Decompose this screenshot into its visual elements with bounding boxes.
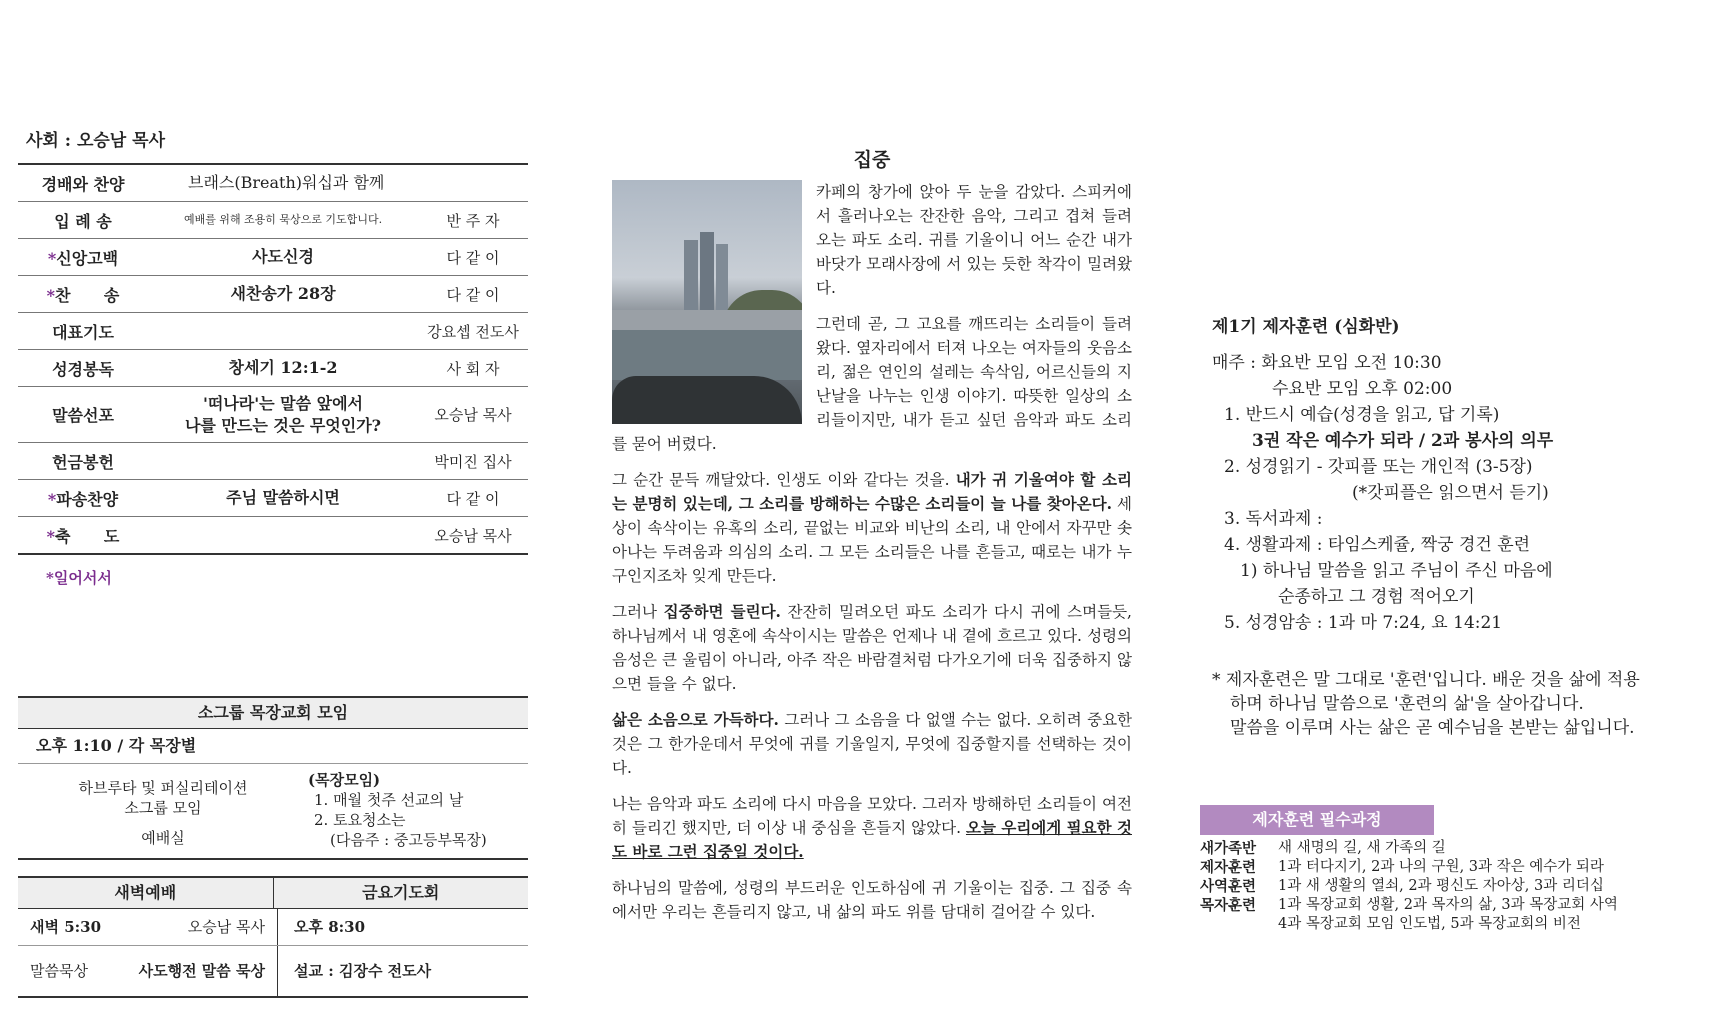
smallgroup-note: (다음주 : 중고등부목장) bbox=[330, 831, 487, 849]
article-paragraph bbox=[612, 708, 1132, 780]
course-name: 제자훈련 bbox=[1200, 859, 1257, 876]
order-title-wrap bbox=[18, 487, 148, 510]
order-person: 사 회 자 bbox=[446, 359, 500, 378]
order-title: 경배와 찬양 bbox=[41, 174, 125, 194]
note-line: 하며 하나님 말씀으로 '훈련의 삶'을 살아갑니다. bbox=[1230, 694, 1584, 714]
text-span: 그러나 bbox=[612, 603, 664, 621]
training-note bbox=[1212, 668, 1720, 740]
order-content: 창세기 12:1-2 bbox=[228, 358, 338, 377]
worship-order-column bbox=[18, 126, 528, 980]
services-row bbox=[18, 946, 528, 996]
dawn-time: 새벽 5:30 bbox=[30, 918, 102, 936]
order-title-wrap bbox=[18, 246, 148, 269]
order-title: 축 도 bbox=[55, 526, 120, 546]
dawn-leader: 오승남 목사 bbox=[187, 918, 265, 936]
article-paragraph bbox=[612, 468, 1132, 588]
smallgroup-note: 1. 매월 첫주 선교의 날 bbox=[314, 791, 464, 809]
weekly-schedule: 매주 : 화요반 모임 오전 10:30 bbox=[1212, 353, 1442, 373]
services-table bbox=[18, 876, 528, 998]
services-header bbox=[18, 878, 528, 909]
note-line: * 제자훈련은 말 그대로 '훈련'입니다. 배운 것을 삶에 적용 bbox=[1212, 670, 1640, 690]
course-contents: 4과 목장교회 모임 인도법, 5과 목장교회의 비전 bbox=[1278, 916, 1581, 932]
article-paragraph bbox=[612, 792, 1132, 864]
stand-marker: * bbox=[47, 248, 57, 268]
order-title: 대표기도 bbox=[52, 322, 114, 342]
order-title-wrap bbox=[18, 524, 148, 547]
smallgroup-box bbox=[18, 696, 528, 860]
smallgroup-header: 소그룹 목장교회 모임 bbox=[18, 696, 528, 729]
course-row bbox=[1200, 858, 1720, 877]
training-item: 3. 독서과제 : bbox=[1224, 509, 1323, 529]
order-title: 파송찬양 bbox=[56, 489, 119, 509]
smallgroup-time: 오후 1:10 / 각 목장별 bbox=[18, 729, 528, 764]
column-article bbox=[612, 148, 1132, 936]
order-row bbox=[18, 443, 528, 480]
friday-time: 오후 8:30 bbox=[294, 918, 366, 936]
dawn-label: 말씀묵상 bbox=[30, 962, 88, 980]
smallgroup-note: 2. 토요청소는 bbox=[314, 811, 406, 829]
dawn-service-title: 새벽예배 bbox=[18, 878, 274, 908]
article-paragraph bbox=[612, 600, 1132, 696]
order-content: 브래스(Breath)워십과 함께 bbox=[188, 173, 385, 192]
course-contents: 1과 새 생활의 열쇠, 2과 평신도 자아상, 3과 리더십 bbox=[1278, 878, 1604, 894]
course-contents: 새 새명의 길, 새 가족의 길 bbox=[1278, 840, 1446, 856]
course-row bbox=[1200, 839, 1720, 858]
order-person: 오승남 목사 bbox=[434, 526, 512, 545]
seaside-photo bbox=[612, 180, 802, 424]
article-paragraph: 카페의 창가에 앉아 두 눈을 감았다. 스피커에서 흘러나오는 잔잔한 음악, 그리고 겹쳐 들려오는 파도 소리. 귀를 기울이니 어느 순간 내가 바닷가 모래사장에 서 있는 듯한 착각이 밀려왔다. bbox=[816, 183, 1132, 297]
required-courses bbox=[1200, 805, 1720, 934]
order-row bbox=[18, 387, 528, 443]
worship-order-table bbox=[18, 163, 528, 555]
order-title: 성경봉독 bbox=[52, 359, 114, 379]
smallgroup-line: 소그룹 모임 bbox=[124, 799, 202, 817]
order-title: 헌금봉헌 bbox=[52, 452, 114, 472]
smallgroup-line: 하브루타 및 퍼실리테이션 bbox=[78, 779, 248, 797]
text-span: 그러나 그 소음을 다 없앨 수는 없다. 오히려 중요한 것은 그 한가운데서 무엇에 귀를 기울일지, 무엇에 집중할지를 선택하는 것이다. bbox=[612, 711, 1133, 777]
dawn-service-info bbox=[18, 909, 278, 945]
order-person: 오승남 목사 bbox=[434, 406, 512, 424]
stand-note: *일어서서 bbox=[46, 569, 112, 587]
friday-service-title: 금요기도회 bbox=[362, 883, 440, 902]
emphasis-span: 내가 귀 기울여야 할 소리는 분명히 있는데, 그 소리를 방해하는 수많은 소리들이 늘 나를 찾아온다. bbox=[612, 470, 1132, 513]
sermon-title bbox=[148, 393, 418, 437]
article-title: 집중 bbox=[853, 149, 891, 171]
training-item-detail: 순종하고 그 경험 적어오기 bbox=[1278, 587, 1475, 607]
stand-marker: * bbox=[46, 285, 56, 305]
text-span: 잔잔히 밀려오던 파도 소리가 다시 귀에 스며들듯, 하나님께서 내 영혼에 속삭이시는 말씀은 언제나 내 곁에 흐르고 있다. 성령의 음성은 큰 울림이 아니라, 아주 작은 바람결처럼 다가오기에 더욱 집중하지 않으면 들을 수 없다. bbox=[612, 603, 1132, 693]
order-person: 다 같 이 bbox=[446, 285, 500, 304]
order-title: 찬 송 bbox=[55, 285, 120, 305]
services-row bbox=[18, 909, 528, 946]
text-span: 세상이 속삭이는 유혹의 소리, 끝없는 비교와 비난의 소리, 내 안에서 자꾸만 솟아나는 두려움과 의심의 소리. 그 모든 소리들은 나를 흔들고, 때로는 내가 누구인지조차 잊게 만든다. bbox=[612, 495, 1132, 585]
course-name: 사역훈련 bbox=[1200, 878, 1257, 895]
order-row bbox=[18, 350, 528, 387]
dawn-text: 사도행전 말씀 묵상 bbox=[138, 962, 265, 980]
smallgroup-notes-title: (목장모임) bbox=[308, 771, 381, 789]
friday-text: 설교 : 김장수 전도사 bbox=[294, 962, 432, 980]
course-row bbox=[1200, 896, 1720, 915]
sermon-title-line2: 나를 만드는 것은 무엇인가? bbox=[184, 415, 382, 435]
training-item: 5. 성경암송 : 1과 마 7:24, 요 14:21 bbox=[1224, 613, 1503, 633]
training-item-detail: 1) 하나님 말씀을 읽고 주님이 주신 마음에 bbox=[1240, 561, 1553, 581]
order-row bbox=[18, 202, 528, 239]
emphasis-span: 삶은 소음으로 가득하다. bbox=[612, 710, 779, 729]
required-courses-badge: 제자훈련 필수과정 bbox=[1200, 805, 1434, 835]
order-row bbox=[18, 239, 528, 276]
order-content: 사도신경 bbox=[252, 247, 314, 266]
order-person: 다 같 이 bbox=[446, 248, 500, 267]
training-item: 1. 반드시 예습(성경을 읽고, 답 기록) bbox=[1224, 405, 1500, 425]
course-row bbox=[1200, 915, 1720, 934]
emphasis-span: 집중하면 들린다. bbox=[663, 602, 781, 621]
text-span: 나는 음악과 파도 소리에 다시 마음을 모았다. 그러자 방해하던 소리들이 여전히 들리긴 했지만, 더 이상 내 중심을 흔들지 않았다. bbox=[612, 795, 1132, 837]
smallgroup-notes bbox=[308, 770, 528, 850]
order-content: 주님 말씀하시면 bbox=[226, 488, 340, 507]
training-item: 4. 생활과제 : 타임스케쥴, 짝궁 경건 훈련 bbox=[1224, 535, 1531, 555]
order-title: 말씀선포 bbox=[52, 406, 114, 425]
weekly-schedule: 수요반 모임 오후 02:00 bbox=[1272, 379, 1453, 399]
order-content: 예배를 위해 조용히 묵상으로 기도합니다. bbox=[183, 213, 383, 226]
order-row bbox=[18, 480, 528, 517]
order-person: 박미진 집사 bbox=[434, 452, 512, 471]
order-title-wrap bbox=[18, 283, 148, 306]
course-contents: 1과 터다지기, 2과 나의 구원, 3과 작은 예수가 되라 bbox=[1278, 859, 1604, 875]
course-contents: 1과 목장교회 생활, 2과 목자의 삶, 3과 목장교회 사역 bbox=[1278, 897, 1618, 913]
training-item: 2. 성경읽기 - 갓피플 또는 개인적 (3-5장) bbox=[1224, 457, 1533, 477]
article-paragraph: 하나님의 말씀에, 성령의 부드러운 인도하심에 귀 기울이는 집중. 그 집중 속에서만 우리는 흔들리지 않고, 내 삶의 파도 위를 담대히 걸어갈 수 있다. bbox=[612, 879, 1132, 921]
training-title: 제1기 제자훈련 (심화반) bbox=[1212, 317, 1400, 337]
training-item-detail: 3권 작은 예수가 되라 / 2과 봉사의 의무 bbox=[1252, 431, 1554, 451]
order-person: 반 주 자 bbox=[446, 211, 500, 230]
training-item-detail: (*갓피플은 읽으면서 듣기) bbox=[1352, 483, 1549, 503]
discipleship-column bbox=[1212, 314, 1720, 740]
smallgroup-body bbox=[18, 764, 528, 860]
order-row bbox=[18, 276, 528, 313]
course-name: 새가족반 bbox=[1200, 840, 1257, 857]
order-row bbox=[18, 165, 528, 202]
order-row bbox=[18, 313, 528, 350]
course-name: 목자훈련 bbox=[1200, 897, 1257, 914]
order-person: 다 같 이 bbox=[446, 489, 500, 508]
dawn-service-detail bbox=[18, 946, 278, 996]
order-content: 새찬송가 28장 bbox=[230, 284, 336, 303]
service-leader: 사회 : 오승남 목사 bbox=[26, 131, 165, 151]
order-person: 강요셉 전도사 bbox=[427, 322, 519, 341]
order-title: 신앙고백 bbox=[56, 248, 119, 268]
stand-marker: * bbox=[46, 526, 56, 546]
underlined-span: 오늘 우리에게 필요한 것도 바로 그런 집중일 것이다. bbox=[612, 818, 1132, 861]
article-paragraph: 그런데 곧, 그 고요를 깨뜨리는 소리들이 들려왔다. 옆자리에서 터져 나오는 여자들의 웃음소리, 젊은 연인의 설레는 속삭임, 어르신들의 지난날을 나누는 인생 이야기. 따뜻한 일상의 소리들이지만, 내가 듣고 싶던 음악과 파도 소리를 묻어 버렸다. bbox=[612, 315, 1132, 453]
smallgroup-place: 예배실 bbox=[141, 829, 185, 847]
note-line: 말씀을 이루며 사는 삶은 곧 예수님을 본받는 삶입니다. bbox=[1230, 718, 1635, 738]
stand-marker: * bbox=[47, 489, 57, 509]
smallgroup-description bbox=[18, 770, 308, 850]
order-title: 입 례 송 bbox=[54, 211, 112, 231]
sermon-title-line1: '떠나라'는 말씀 앞에서 bbox=[202, 393, 364, 413]
course-row bbox=[1200, 877, 1720, 896]
text-span: 그 순간 문득 깨달았다. 인생도 이와 같다는 것을. bbox=[612, 471, 956, 489]
order-row bbox=[18, 517, 528, 555]
